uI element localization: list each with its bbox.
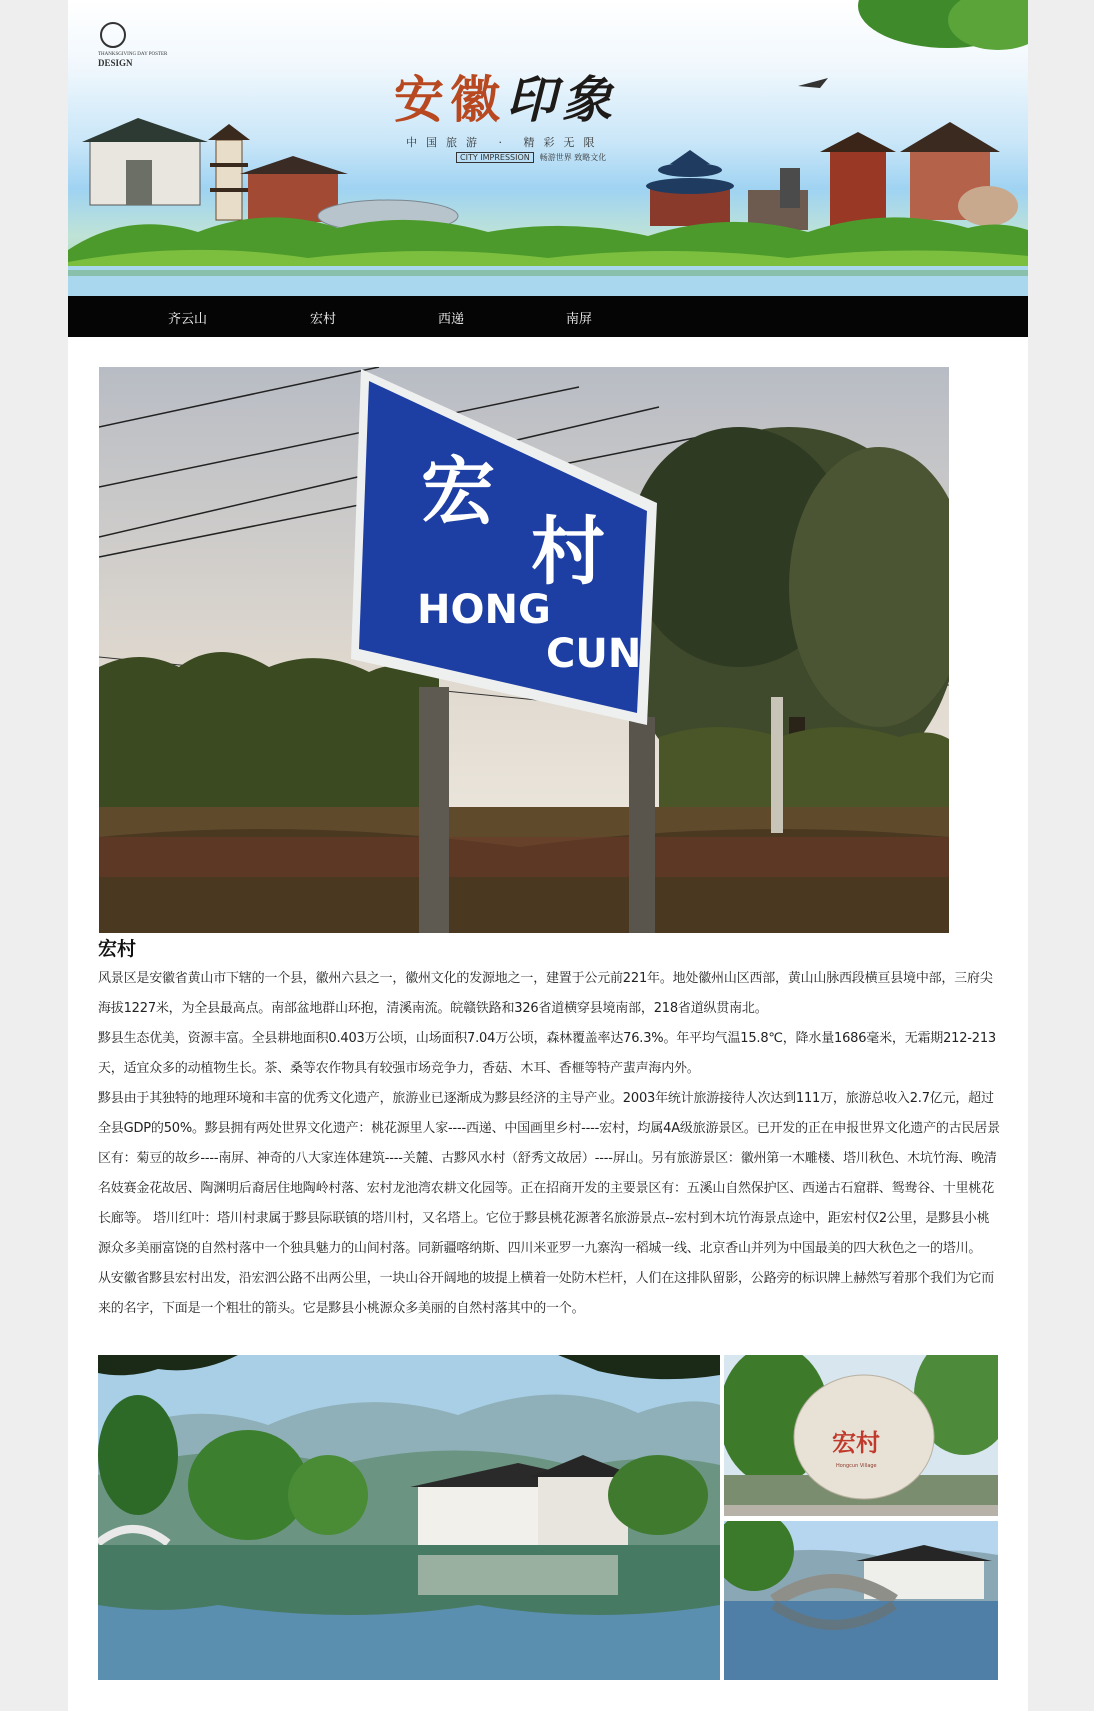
seal-icon [100,22,126,48]
stone-marker-subtext: Hongcun Village [836,1463,877,1469]
article-paragraph-1: 风景区是安徽省黄山市下辖的一个县，徽州六县之一，徽州文化的发源地之一，建置于公元前221年。地处徽州山区西部，黄山山脉西段横亘县境中部，三府尖海拔1227米，为全县最高点。南部盆地群山环抱，清溪南流。皖赣铁路和326省道横穿县境南部，218省道纵贯南北。 [98,971,993,1016]
nav-item-qiyunshan[interactable]: 齐云山 [168,312,208,327]
pagoda-icon [208,124,250,220]
banner-subtitle: 中国旅游 · 精彩无限 [406,136,604,149]
banner-title-part2: 印象 [506,70,618,129]
article-paragraph-2: 黟县生态优美，资源丰富。全县耕地面积0.403万公顷，山场面积7.04万公顷，森林覆盖率达76.3%。年平均气温15.8℃，降水量1686毫米，无霜期212-213天，适宜众多的动植物生长。茶、桑等农作物具有较强市场竞争力，香菇、木耳、香榧等特产蜚声海内外。 [98,1031,997,1076]
nav-item-xidi[interactable]: 西递 [438,312,465,327]
sign-en-word-1: HONG [417,587,551,633]
sign-cn-char-2: 村 [531,509,605,595]
nav-item-hongcun[interactable]: 宏村 [310,312,337,327]
temple-of-heaven-icon [646,150,734,226]
main-nav [68,296,1028,337]
brand-small-text: THANKSGIVING DAY POSTER [98,52,168,57]
nav-item-nanping[interactable]: 南屏 [566,312,593,327]
paifang-gate-icon [82,118,208,205]
brand-design-text: DESIGN [98,58,133,68]
gallery-photo-stone-bridge [724,1521,998,1680]
article-title: 宏村 [98,938,137,960]
banner-badge [456,152,606,163]
header-banner [68,0,1028,296]
gallery-photo-stone-marker [724,1355,998,1516]
badge-text: 畅游世界 致略文化 [539,153,607,162]
hongcun-sign-photo [99,367,949,933]
page [68,0,1028,1711]
banner-title [394,60,618,130]
sign-en-word-2: CUN [546,631,642,677]
banner-title-part1: 安徽 [394,70,506,129]
badge-box-text: CITY IMPRESSION [456,152,534,163]
article-body [98,964,1000,1324]
sign-cn-char-1: 宏 [421,449,495,535]
article-paragraph-4: 从安徽省黟县宏村出发，沿宏泗公路不出两公里，一块山谷开阔地的坡提上横着一处防木栏杆，人们在这排队留影，公路旁的标识牌上赫然写着那个我们为它而来的名字，下面是一个粗壮的箭头。它是黟县小桃源众多美丽的自然村落其中的一个。 [98,1271,995,1316]
gallery-photo-village-lake [98,1355,720,1680]
stone-marker-text: 宏村 [832,1428,880,1457]
article-paragraph-3: 黟县由于其独特的地理环境和丰富的优秀文化遗产，旅游业已逐渐成为黟县经济的主导产业。2003年统计旅游接待人次达到111万，旅游总收入2.7亿元，超过全县GDP的50%。黟县拥有两处世界文化遗产：桃花源里人家----西递、中国画里乡村----宏村，均属4A级旅游景区。已开发的正在申报世界文化遗产的古民居景区有：菊豆的故乡----南屏、神奇的八大家连体建筑----关麓、古黟风水村（舒秀文故居）----屏山。另有旅游景区：徽州第一木雕楼、塔川秋色、木坑竹海、晚清名妓赛金花故居、陶渊明后裔居住地陶岭村落、宏村龙池湾农耕文化园等。正在招商开发的主要景区有：五溪山自然保护区、西递古石窟群、鸳鸯谷、十里桃花长廊等。 塔川红叶：塔川村隶属于黟县际联镇的塔川村，又名塔上。它位于黟县桃花源著名旅游景点--宏村到木坑竹海景点途中，距宏村仅2公里，是黟县小桃源众多美丽富饶的自然村落中一个独具魅力的山间村落。同新疆喀纳斯、四川米亚罗一九寨沟一稻城一线、北京香山并列为中国最美的四大秋色之一的塔川。 [98,1091,1000,1256]
brand-logo [98,22,168,69]
